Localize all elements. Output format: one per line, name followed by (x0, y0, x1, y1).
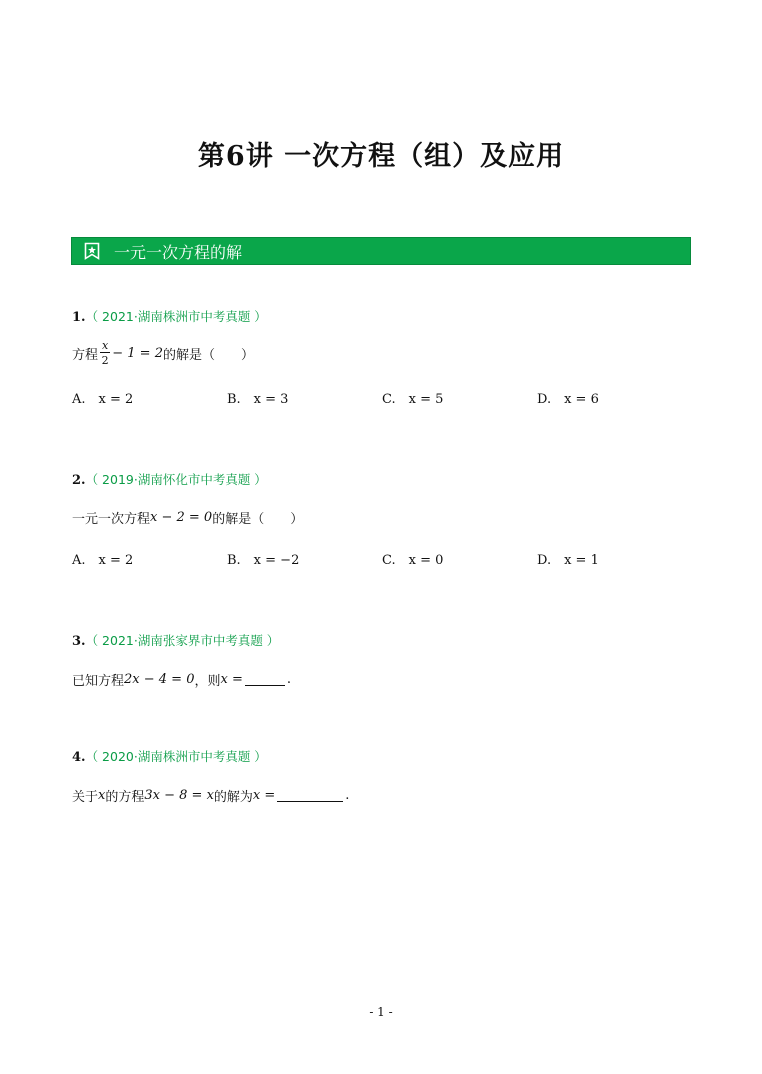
question-3-stem (72, 670, 291, 689)
fraction-numerator: x (102, 339, 109, 352)
question-source: （ 2021·湖南张家界市中考真题 ） (85, 633, 280, 648)
fraction (100, 340, 110, 366)
stem-text: 方程 (72, 347, 99, 363)
question-2-options (72, 549, 692, 568)
page-title: 第6讲 一次方程（组）及应用 (197, 141, 565, 172)
answer-blank[interactable] (277, 789, 343, 802)
question-number: 3. (72, 634, 86, 649)
stem-text: 已知方程 (72, 674, 125, 689)
section-title: 一元一次方程的解 (114, 242, 243, 262)
page-number: - 1 - (369, 1005, 393, 1019)
option-d[interactable]: D. x = 1 (537, 553, 599, 568)
stem-expression: x = (252, 788, 276, 803)
question-1-options (72, 388, 692, 407)
option-a[interactable]: A. x = 2 (72, 392, 134, 407)
question-number: 2. (72, 473, 86, 488)
star-bookmark-icon (84, 242, 100, 260)
option-c[interactable]: C. x = 5 (382, 392, 444, 407)
question-2-stem (72, 508, 303, 527)
question-source: （ 2020·湖南株洲市中考真题 ） (85, 749, 267, 764)
question-2-header (72, 470, 267, 488)
stem-text: 的解为 (213, 790, 253, 805)
question-1-header (72, 307, 267, 325)
option-c[interactable]: C. x = 0 (382, 553, 444, 568)
stem-expression: − 1 = 2 (112, 345, 163, 361)
option-b[interactable]: B. x = 3 (227, 392, 289, 407)
stem-text: 的解是（ ） (212, 512, 304, 527)
question-3-header (72, 631, 279, 649)
stem-text: 关于 (72, 790, 99, 805)
stem-text: 一元一次方程 (72, 512, 151, 527)
stem-text: . (286, 672, 291, 687)
question-source: （ 2019·湖南怀化市中考真题 ） (85, 472, 267, 487)
answer-blank[interactable] (245, 673, 285, 686)
question-number: 1. (72, 310, 86, 325)
stem-text: 的解是（ ） (162, 347, 254, 363)
option-b[interactable]: B. x = −2 (227, 553, 300, 568)
stem-expression: x − 2 = 0 (150, 510, 213, 525)
fraction-denominator: 2 (101, 354, 109, 367)
stem-expression: x = (220, 672, 243, 687)
stem-text: 的方程 (105, 790, 145, 805)
stem-text: ，则 (194, 674, 221, 689)
question-4-stem (72, 786, 349, 805)
stem-text: . (345, 788, 350, 803)
stem-expression: 2x − 4 = 0 (124, 672, 195, 687)
stem-expression: 3x − 8 = x (144, 788, 214, 803)
question-1-stem (72, 340, 254, 366)
stem-expression: x (98, 788, 106, 803)
question-number: 4. (72, 750, 86, 765)
option-a[interactable]: A. x = 2 (72, 553, 134, 568)
section-header (71, 237, 691, 265)
question-4-header (72, 747, 267, 765)
option-d[interactable]: D. x = 6 (537, 392, 599, 407)
question-source: （ 2021·湖南株洲市中考真题 ） (85, 309, 267, 324)
